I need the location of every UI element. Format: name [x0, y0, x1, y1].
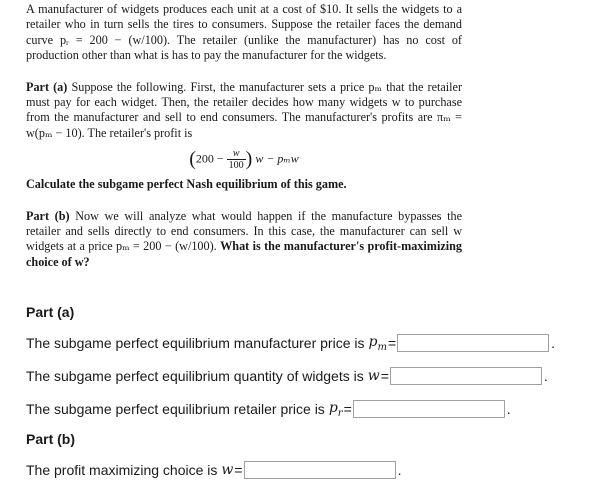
q3-label: The subgame perfect equilibrium retailer price is [26, 401, 325, 417]
q4-label: The profit maximizing choice is [26, 462, 218, 478]
quantity-input[interactable] [390, 367, 542, 385]
retailer-profit-equation: (200 − $\frac{w}{100}$ ) w − pₘw [189, 148, 299, 172]
q2-label: The subgame perfect equilibrium quantity of widgets is [26, 368, 364, 384]
part-b-heading-text: Part (b) [26, 208, 70, 223]
q1-label: The subgame perfect equilibrium manufacturer price is [26, 335, 365, 351]
answer-row-retailer-price: The subgame perfect equilibrium retailer price is $p_r$ = . [26, 399, 511, 419]
part-a-text [26, 80, 462, 142]
eq-fraction [227, 148, 246, 171]
part-b-text [26, 209, 462, 271]
part-a-body: Suppose the following. First, the manufacturer sets a price pₘ that the retailer must pay for each widget. Then, the retailer decides how many widgets w to purchase from the manufacturer and sell to end consumers. The manufacturer's profits are πₘ = w(pₘ − 10). The retailer's profit is [26, 79, 463, 140]
manufacturer-price-input[interactable] [397, 334, 549, 352]
q1-variable: $p_m$ [368, 333, 387, 353]
part-b-body: Now we will analyze what would happen if the manufacture bypasses the retailer and sells directly to end consumers. In this case, the manufacturer can sell w widgets at a price pₘ = 200 − (w/100). [26, 208, 463, 254]
retailer-price-input[interactable] [353, 400, 505, 418]
eq-denominator: 100 [228, 160, 244, 172]
eq-numerator: w [227, 148, 246, 160]
eq-left: 200 − [195, 151, 224, 166]
answer-row-profit-max-choice: The profit maximizing choice is w = . [26, 462, 402, 478]
answer-row-quantity: The subgame perfect equilibrium quantity of widgets is w = . [26, 368, 548, 384]
problem-statement [26, 2, 462, 270]
q4-variable: w [221, 462, 234, 478]
answers-part-b-heading: Part (b) [26, 431, 75, 447]
q3-variable: $p_r$ [328, 399, 343, 419]
part-b-question: What is the manufacturer's profit-maximizing choice of w? [26, 239, 462, 269]
answer-section [26, 304, 596, 481]
q2-variable: w [367, 368, 380, 384]
answers-part-a-heading: Part (a) [26, 304, 75, 320]
profit-max-input[interactable] [244, 461, 396, 479]
answer-row-manufacturer-price: The subgame perfect equilibrium manufacturer price is $p_m$ = . [26, 333, 556, 353]
problem-intro: A manufacturer of widgets produces each unit at a cost of $10. It sells the widgets to a retailer who in turn sells the tires to consumers. Suppose the retailer faces the demand curve pᵣ = 200 − (w/100). The retailer (unlike the manufacturer) has no cost of production other than what is has to pay the manufacturer for the widgets. [26, 2, 462, 63]
eq-right: w − pₘw [255, 151, 299, 166]
part-a-heading-text: Part (a) [26, 79, 68, 94]
part-a-question: Calculate the subgame perfect Nash equilibrium of this game. [26, 177, 347, 192]
